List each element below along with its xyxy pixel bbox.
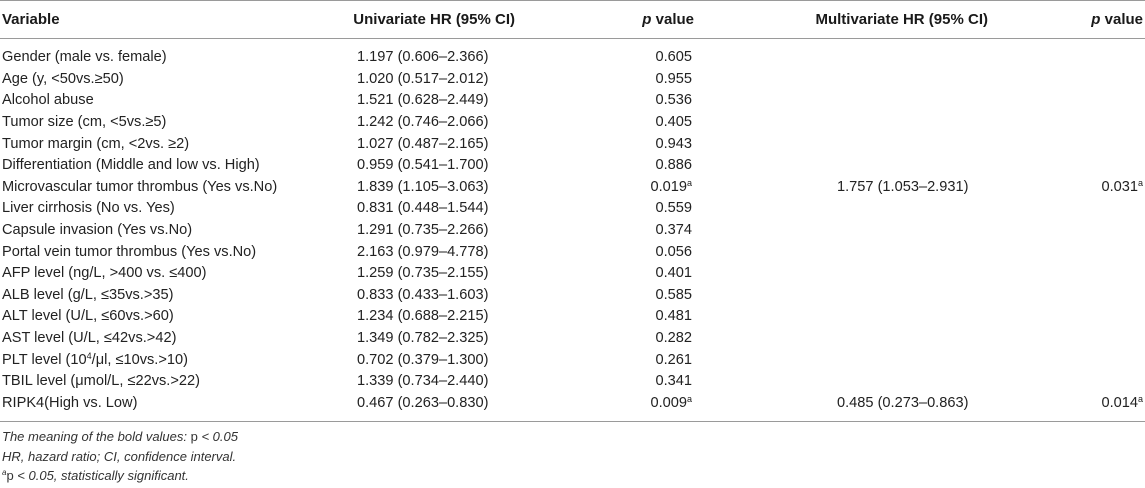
- cell-variable: Liver cirrhosis (No vs. Yes): [2, 200, 175, 217]
- cell-variable: Differentiation (Middle and low vs. High): [2, 157, 260, 174]
- cell-multivariate-hr: [697, 220, 1005, 242]
- cell-p-value-univariate-value: 0.536: [655, 92, 692, 109]
- cell-variable: Capsule invasion (Yes vs.No): [2, 222, 193, 239]
- cell-variable: Tumor size (cm, <5vs.≥5): [2, 114, 167, 131]
- cell-p-value-univariate-marker: a: [686, 177, 692, 188]
- cell-p-value-multivariate: [1005, 371, 1145, 393]
- cell-p-value-multivariate: [1005, 285, 1145, 307]
- table-row: [0, 47, 1145, 69]
- header-p-value-univariate-p: p: [642, 10, 652, 28]
- cell-p-value-univariate: [516, 198, 697, 220]
- cell-p-value-univariate: [516, 155, 697, 177]
- cell-multivariate-hr: [697, 198, 1005, 220]
- table-row: [0, 112, 1145, 134]
- table-row: [0, 90, 1145, 112]
- cell-variable: ALB level (g/L, ≤35vs.>35): [2, 286, 174, 303]
- cell-multivariate-hr: [697, 371, 1005, 393]
- table-footnotes: [2, 427, 238, 486]
- cell-p-value-univariate-value: 0.282: [655, 330, 692, 347]
- footnote-significance: [2, 466, 238, 486]
- table-row: [0, 241, 1145, 263]
- cell-p-value-multivariate-value: 0.014: [1101, 394, 1138, 411]
- cell-p-value-univariate-value: 0.405: [655, 114, 692, 131]
- cell-p-value-univariate-value: 0.401: [655, 265, 692, 282]
- cell-p-value-univariate: [516, 220, 697, 242]
- cell-p-value-multivariate: [1005, 198, 1145, 220]
- cell-multivariate-hr: [697, 155, 1005, 177]
- header-variable: Variable: [2, 10, 60, 28]
- header-multivariate: Multivariate HR (95% CI): [815, 10, 988, 28]
- cell-univariate-hr: 0.959 (0.541–1.700): [357, 157, 489, 174]
- cell-multivariate-hr: [697, 69, 1005, 91]
- cell-univariate-hr: 0.702 (0.379–1.300): [357, 351, 489, 368]
- table-row: [0, 371, 1145, 393]
- cell-p-value-multivariate: [1005, 155, 1145, 177]
- table-row: [0, 306, 1145, 328]
- cell-p-value-univariate: [516, 306, 697, 328]
- cell-p-value-univariate: [516, 285, 697, 307]
- cell-variable: AST level (U/L, ≤42vs.>42): [2, 330, 177, 347]
- cell-variable: RIPK4(High vs. Low): [2, 394, 138, 411]
- cell-multivariate-hr: 1.757 (1.053–2.931): [837, 178, 969, 195]
- cell-p-value-multivariate: [1005, 177, 1145, 199]
- cell-variable: Age (y, <50vs.≥50): [2, 70, 124, 87]
- header-p-value-multivariate-suffix: value: [1100, 10, 1143, 28]
- cell-variable: AFP level (ng/L, >400 vs. ≤400): [2, 265, 207, 282]
- cell-p-value-multivariate-marker: a: [1137, 393, 1143, 404]
- table-header-row: [0, 0, 1145, 38]
- cell-p-value-univariate: [516, 241, 697, 263]
- cell-p-value-univariate: [516, 177, 697, 199]
- cell-variable-suffix: /μl, ≤10vs.>10): [91, 351, 188, 368]
- cell-variable: Alcohol abuse: [2, 92, 94, 109]
- cell-p-value-multivariate: [1005, 263, 1145, 285]
- cell-p-value-univariate: [516, 371, 697, 393]
- table-row: [0, 285, 1145, 307]
- cell-p-value-univariate-value: 0.886: [655, 157, 692, 174]
- cell-univariate-hr: 1.291 (0.735–2.266): [357, 222, 489, 239]
- cell-variable: Portal vein tumor thrombus (Yes vs.No): [2, 243, 257, 260]
- cell-p-value-univariate: [516, 393, 697, 415]
- cell-p-value-univariate: [516, 133, 697, 155]
- cell-p-value-univariate-value: 0.481: [655, 308, 692, 325]
- cell-p-value-univariate-value: 0.019: [650, 178, 687, 195]
- cell-p-value-univariate: [516, 263, 697, 285]
- cell-multivariate-hr: [697, 90, 1005, 112]
- cell-univariate-hr: 1.839 (1.105–3.063): [357, 178, 489, 195]
- cell-p-value-multivariate: [1005, 112, 1145, 134]
- table-row: [0, 349, 1145, 371]
- cell-p-value-univariate: [516, 69, 697, 91]
- cell-p-value-univariate-value: 0.341: [655, 373, 692, 390]
- cell-multivariate-hr: [697, 263, 1005, 285]
- cell-p-value-univariate-value: 0.056: [655, 243, 692, 260]
- cell-multivariate-hr: [697, 133, 1005, 155]
- cell-variable: Microvascular tumor thrombus (Yes vs.No): [2, 178, 278, 195]
- cell-univariate-hr: 1.339 (0.734–2.440): [357, 373, 489, 390]
- footnote-bold-values-text: The meaning of the bold values:: [2, 429, 191, 444]
- cell-p-value-univariate: [516, 47, 697, 69]
- header-p-value-univariate-suffix: value: [651, 10, 694, 28]
- table-row: [0, 133, 1145, 155]
- cell-variable: ALT level (U/L, ≤60vs.>60): [2, 308, 174, 325]
- footnote-bold-values-rest: < 0.05: [197, 429, 238, 444]
- cell-p-value-univariate-marker: a: [686, 393, 692, 404]
- cell-p-value-univariate: [516, 90, 697, 112]
- cell-multivariate-hr: [697, 112, 1005, 134]
- cell-p-value-univariate-value: 0.605: [655, 49, 692, 66]
- cell-p-value-univariate-value: 0.559: [655, 200, 692, 217]
- cell-p-value-univariate: [516, 349, 697, 371]
- cell-variable: Tumor margin (cm, <2vs. ≥2): [2, 135, 190, 152]
- cell-variable: TBIL level (μmol/L, ≤22vs.>22): [2, 373, 200, 390]
- header-univariate: Univariate HR (95% CI): [353, 10, 515, 28]
- cell-p-value-multivariate: [1005, 90, 1145, 112]
- cell-univariate-hr: 0.833 (0.433–1.603): [357, 286, 489, 303]
- footnote-bold-values: [2, 427, 238, 447]
- table-row: [0, 393, 1145, 415]
- cell-variable-prefix: PLT level (10: [2, 351, 87, 368]
- cell-p-value-multivariate: [1005, 349, 1145, 371]
- table-row: [0, 198, 1145, 220]
- cell-univariate-hr: 1.234 (0.688–2.215): [357, 308, 489, 325]
- cell-variable: Gender (male vs. female): [2, 49, 167, 66]
- table-body: [0, 47, 1145, 414]
- cell-univariate-hr: 1.027 (0.487–2.165): [357, 135, 489, 152]
- cell-multivariate-hr: 0.485 (0.273–0.863): [837, 394, 969, 411]
- header-p-value-multivariate: [1005, 0, 1145, 38]
- cell-multivariate-hr: [697, 285, 1005, 307]
- cell-p-value-univariate-value: 0.585: [655, 286, 692, 303]
- table-row: [0, 155, 1145, 177]
- cell-univariate-hr: 1.521 (0.628–2.449): [357, 92, 489, 109]
- cell-p-value-multivariate: [1005, 47, 1145, 69]
- cell-p-value-univariate: [516, 328, 697, 350]
- footnote-abbreviations: HR, hazard ratio; CI, confidence interval.: [2, 448, 237, 464]
- footnote-significance-p: p: [6, 468, 14, 483]
- footnote-significance-marker: a: [2, 468, 7, 477]
- cell-univariate-hr: 2.163 (0.979–4.778): [357, 243, 489, 260]
- cell-p-value-multivariate: [1005, 69, 1145, 91]
- cell-p-value-univariate-value: 0.374: [655, 222, 692, 239]
- table-row: [0, 69, 1145, 91]
- header-p-value-univariate: [516, 0, 697, 38]
- cell-variable-superscript: 4: [86, 350, 92, 361]
- cell-p-value-multivariate-value: 0.031: [1101, 178, 1138, 195]
- cell-univariate-hr: 1.349 (0.782–2.325): [357, 330, 489, 347]
- cell-p-value-multivariate-marker: a: [1137, 177, 1143, 188]
- cell-p-value-multivariate: [1005, 241, 1145, 263]
- cell-multivariate-hr: [697, 349, 1005, 371]
- cell-p-value-univariate-value: 0.009: [650, 394, 687, 411]
- footnote-significance-rest: < 0.05, statistically significant.: [13, 468, 189, 483]
- cell-p-value-multivariate: [1005, 133, 1145, 155]
- cell-p-value-multivariate: [1005, 393, 1145, 415]
- cell-p-value-multivariate: [1005, 220, 1145, 242]
- table-row: [0, 263, 1145, 285]
- cell-p-value-multivariate: [1005, 328, 1145, 350]
- cell-univariate-hr: 1.020 (0.517–2.012): [357, 70, 489, 87]
- footnote-bold-values-p: p: [190, 429, 198, 444]
- cell-multivariate-hr: [697, 47, 1005, 69]
- table-bottom-rule: [0, 421, 1145, 422]
- cell-variable: [0, 349, 320, 371]
- table-row: [0, 220, 1145, 242]
- table-row: [0, 328, 1145, 350]
- cell-multivariate-hr: [697, 306, 1005, 328]
- cell-univariate-hr: 1.197 (0.606–2.366): [357, 49, 489, 66]
- cell-p-value-univariate-value: 0.261: [655, 351, 692, 368]
- cell-p-value-univariate-value: 0.955: [655, 70, 692, 87]
- table-row: [0, 177, 1145, 199]
- cell-univariate-hr: 1.259 (0.735–2.155): [357, 265, 489, 282]
- cell-univariate-hr: 0.467 (0.263–0.830): [357, 394, 489, 411]
- cell-multivariate-hr: [697, 241, 1005, 263]
- cell-p-value-univariate-value: 0.943: [655, 135, 692, 152]
- cell-univariate-hr: 0.831 (0.448–1.544): [357, 200, 489, 217]
- cell-p-value-univariate: [516, 112, 697, 134]
- header-p-value-multivariate-p: p: [1091, 10, 1101, 28]
- cell-p-value-multivariate: [1005, 306, 1145, 328]
- cell-multivariate-hr: [697, 328, 1005, 350]
- cell-univariate-hr: 1.242 (0.746–2.066): [357, 114, 489, 131]
